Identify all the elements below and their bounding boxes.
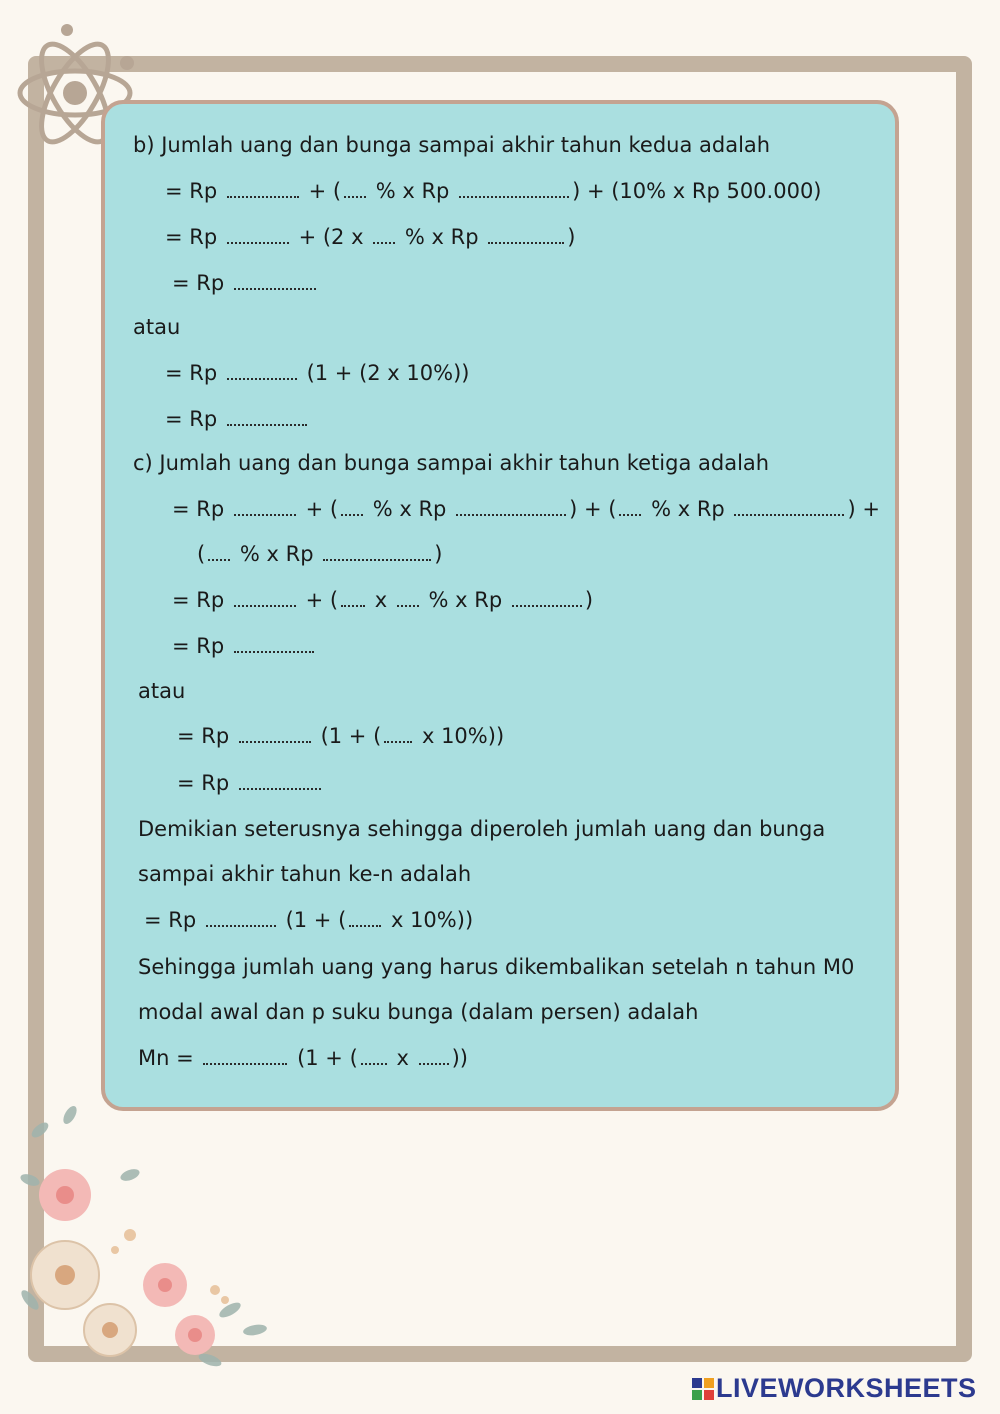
- answer-blank[interactable]: [349, 911, 381, 927]
- paragraph-1: Demikian seterusnya sehingga diperoleh jumlah uang dan bunga: [138, 817, 826, 841]
- answer-blank[interactable]: [619, 500, 641, 516]
- liveworksheets-logo-icon: [692, 1378, 714, 1400]
- answer-blank[interactable]: [512, 591, 582, 607]
- answer-blank[interactable]: [227, 182, 299, 198]
- answer-blank[interactable]: [234, 500, 296, 516]
- answer-blank[interactable]: [344, 182, 366, 198]
- answer-blank[interactable]: [459, 182, 569, 198]
- c-line-1: = Rp + ( % x Rp ) + ( % x Rp ) +: [172, 497, 880, 521]
- answer-blank[interactable]: [227, 364, 297, 380]
- b-line-5: = Rp: [165, 406, 310, 432]
- answer-blank[interactable]: [239, 774, 321, 790]
- answer-blank[interactable]: [397, 591, 419, 607]
- answer-blank[interactable]: [234, 274, 316, 290]
- question-b-title: b) Jumlah uang dan bunga sampai akhir tahun kedua adalah: [133, 133, 771, 157]
- answer-blank[interactable]: [341, 591, 365, 607]
- answer-blank[interactable]: [734, 500, 844, 516]
- answer-blank[interactable]: [234, 591, 296, 607]
- answer-blank[interactable]: [488, 228, 564, 244]
- answer-blank[interactable]: [208, 545, 230, 561]
- paragraph-2: sampai akhir tahun ke-n adalah: [138, 862, 472, 886]
- answer-blank[interactable]: [227, 228, 289, 244]
- brand-watermark: LIVEWORKSHEETS: [692, 1373, 977, 1404]
- b-line-3: = Rp: [172, 270, 319, 296]
- atau-label: atau: [138, 679, 186, 703]
- paragraph-4: modal awal dan p suku bunga (dalam persen) adalah: [138, 1000, 699, 1024]
- answer-blank[interactable]: [323, 545, 431, 561]
- answer-blank[interactable]: [234, 637, 314, 653]
- question-c-title: c) Jumlah uang dan bunga sampai akhir tahun ketiga adalah: [133, 451, 770, 475]
- c-line-2: ( % x Rp ): [197, 542, 443, 566]
- c-line-3: = Rp + ( x % x Rp ): [172, 588, 594, 612]
- c-line-5: = Rp (1 + ( x 10%)): [177, 724, 505, 748]
- n-line: = Rp (1 + ( x 10%)): [144, 908, 474, 932]
- c-line-4: = Rp: [172, 633, 317, 659]
- answer-blank[interactable]: [419, 1049, 449, 1065]
- answer-blank[interactable]: [373, 228, 395, 244]
- mn-line: Mn = (1 + ( x )): [138, 1046, 468, 1070]
- answer-blank[interactable]: [341, 500, 363, 516]
- answer-blank[interactable]: [384, 727, 412, 743]
- c-line-6: = Rp: [177, 770, 324, 796]
- atau-label: atau: [133, 315, 181, 339]
- b-line-1: = Rp + ( % x Rp ) + (10% x Rp 500.000): [165, 179, 822, 203]
- b-line-4: = Rp (1 + (2 x 10%)): [165, 361, 470, 385]
- answer-blank[interactable]: [206, 911, 276, 927]
- b-line-2: = Rp + (2 x % x Rp ): [165, 225, 576, 249]
- answer-blank[interactable]: [239, 727, 311, 743]
- answer-blank[interactable]: [361, 1049, 387, 1065]
- answer-blank[interactable]: [203, 1049, 287, 1065]
- answer-blank[interactable]: [456, 500, 566, 516]
- answer-blank[interactable]: [227, 410, 307, 426]
- flower-bouquet-icon: [0, 1100, 300, 1400]
- paragraph-3: Sehingga jumlah uang yang harus dikembalikan setelah n tahun M0: [138, 955, 855, 979]
